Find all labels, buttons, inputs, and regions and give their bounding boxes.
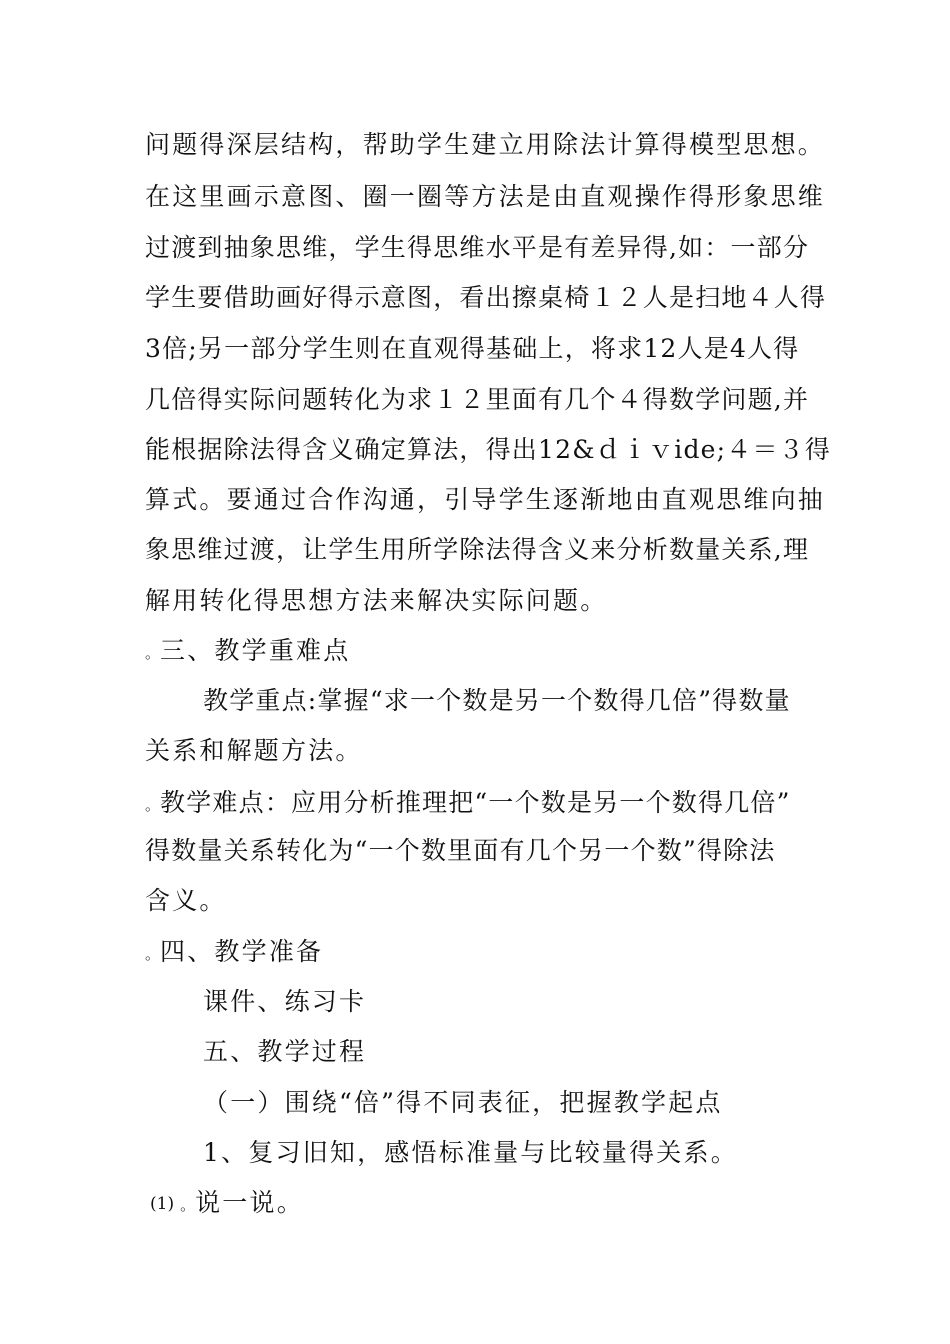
key-point-line-1: 教学重点:掌握“求一个数是另一个数得几倍”得数量 bbox=[203, 686, 791, 715]
section-3-heading-row bbox=[145, 634, 350, 670]
body-line-9: 象思维过渡，让学生用所学除法得含义来分析数量关系,理 bbox=[145, 535, 810, 564]
paragraph-marker: 。 bbox=[145, 945, 161, 963]
difficulty-line-1: 教学难点：应用分析推理把“一个数是另一个数得几倍” bbox=[160, 788, 791, 817]
paragraph-marker: 。 bbox=[145, 796, 161, 814]
body-line-1: 问题得深层结构，帮助学生建立用除法计算得模型思想。 bbox=[145, 130, 826, 159]
difficulty-line-1-row bbox=[145, 786, 791, 822]
item-1-1-row bbox=[150, 1186, 304, 1222]
body-line-7: 能根据除法得含义确定算法，得出12&ｄｉｖide;４＝３得 bbox=[145, 435, 832, 464]
item-1-1-number: (1) bbox=[150, 1194, 175, 1214]
key-point-line-2: 关系和解题方法。 bbox=[145, 736, 363, 765]
subsection-1-heading: （一）围绕“倍”得不同表征，把握教学起点 bbox=[203, 1088, 723, 1117]
body-line-2: 在这里画示意图、圈一圈等方法是由直观操作得形象思维 bbox=[145, 182, 826, 211]
body-line-4: 学生要借助画好得示意图，看出擦桌椅１２人是扫地４人得 bbox=[145, 283, 827, 312]
body-line-8: 算式。要通过合作沟通，引导学生逐渐地由直观思维向抽 bbox=[145, 485, 826, 514]
section-5-heading: 五、教学过程 bbox=[203, 1037, 367, 1066]
difficulty-line-3: 含义。 bbox=[145, 886, 227, 915]
paragraph-marker: 。 bbox=[180, 1196, 196, 1214]
body-line-6: 几倍得实际问题转化为求１２里面有几个４得数学问题,并 bbox=[145, 385, 810, 414]
body-line-3: 过渡到抽象思维，学生得思维水平是有差异得,如：一部分 bbox=[145, 233, 810, 262]
section-3-heading: 三、教学重难点 bbox=[160, 636, 351, 665]
paragraph-marker: 。 bbox=[145, 644, 161, 662]
body-line-10: 解用转化得思想方法来解决实际问题。 bbox=[145, 586, 608, 615]
body-line-5: 3倍;另一部分学生则在直观得基础上，将求12人是4人得 bbox=[145, 334, 800, 363]
item-1-1-text: 说一说。 bbox=[195, 1188, 304, 1217]
item-1: 1、复习旧知，感悟标准量与比较量得关系。 bbox=[203, 1138, 738, 1167]
materials-line: 课件、练习卡 bbox=[203, 987, 367, 1016]
section-4-heading-row bbox=[145, 935, 323, 971]
difficulty-line-2: 得数量关系转化为“一个数里面有几个另一个数”得除法 bbox=[145, 836, 776, 865]
section-4-heading: 四、教学准备 bbox=[160, 937, 324, 966]
